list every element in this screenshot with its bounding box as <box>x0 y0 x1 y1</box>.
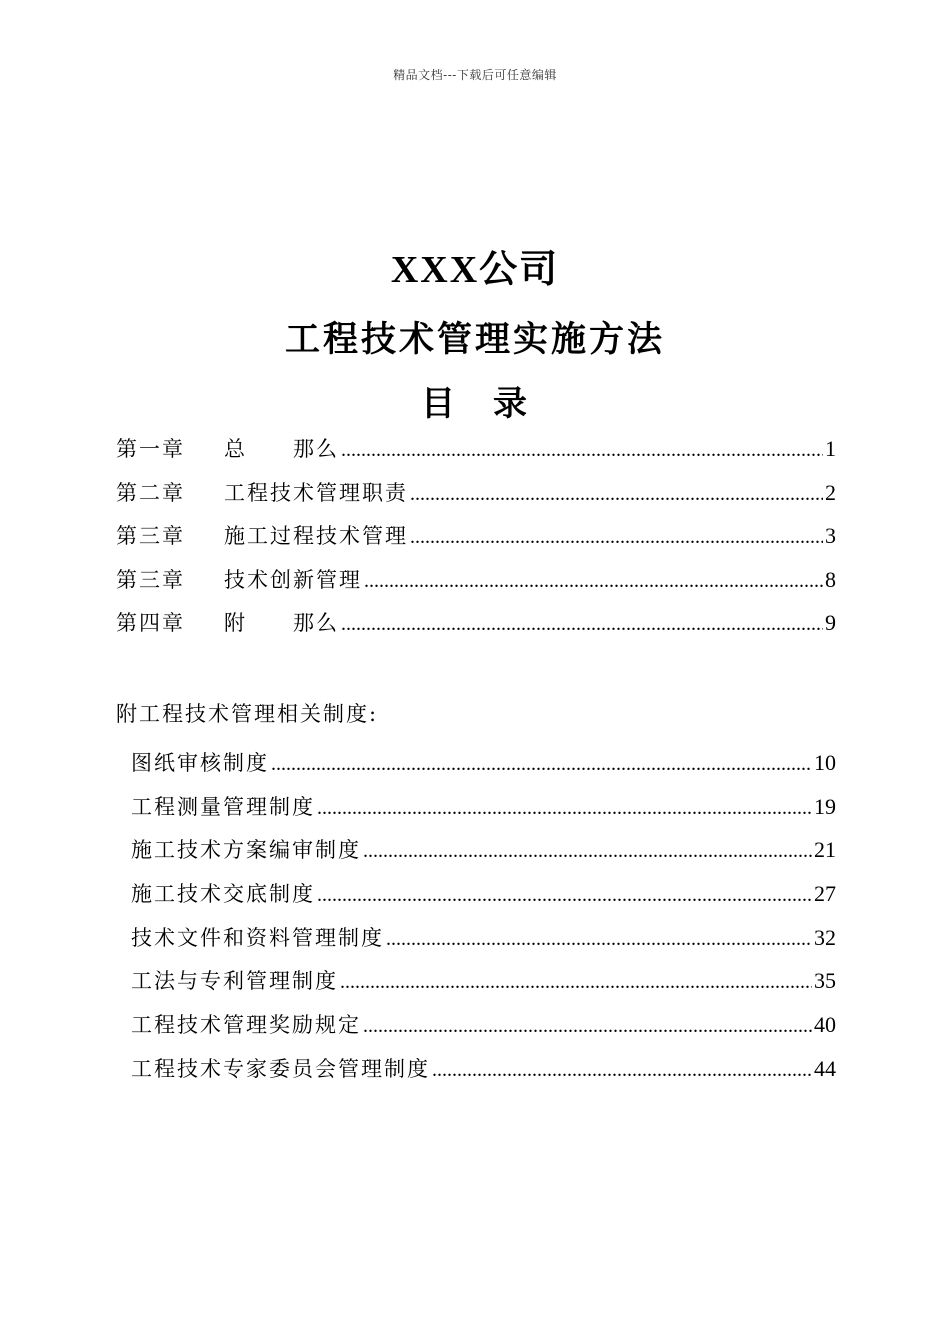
toc-appendix-title: 工法与专利管理制度 <box>131 969 338 994</box>
toc-entry-chapter-4[interactable] <box>116 607 836 651</box>
chapter-toc <box>116 433 836 651</box>
dot-leader <box>386 928 812 951</box>
toc-entry-appendix[interactable] <box>131 747 836 791</box>
toc-heading <box>0 376 950 425</box>
toc-entry-chapter-3[interactable] <box>116 520 836 564</box>
toc-page-number: 35 <box>814 968 836 994</box>
company-title: XXX公司 <box>390 249 560 291</box>
toc-appendix-title: 工程技术专家委员会管理制度 <box>131 1056 430 1081</box>
toc-page-number: 44 <box>814 1055 836 1081</box>
dot-leader <box>271 753 812 776</box>
toc-entry-appendix[interactable] <box>131 834 836 878</box>
dot-leader <box>341 439 823 462</box>
toc-heading-char: 录 <box>493 384 529 424</box>
dot-leader <box>432 1059 812 1082</box>
toc-page-number: 21 <box>814 837 836 863</box>
toc-page-number: 27 <box>814 881 836 907</box>
toc-chapter-title: 工程技术管理职责 <box>224 480 408 505</box>
toc-chapter-title: 总 那么 <box>224 437 339 461</box>
document-title: 工程技术管理实施方法 <box>284 319 665 360</box>
toc-page-number: 10 <box>814 750 836 775</box>
toc-chapter-number: 第四章 <box>116 611 185 636</box>
header-note: 精品文档---下载后可任意编辑 <box>393 68 557 82</box>
dot-leader <box>340 971 812 994</box>
dot-leader <box>317 797 812 820</box>
toc-entry-appendix[interactable] <box>131 965 836 1009</box>
toc-appendix-title: 技术文件和资料管理制度 <box>131 925 384 950</box>
toc-chapter-number: 第三章 <box>116 567 185 592</box>
dot-leader <box>364 570 823 593</box>
appendix-heading: 附工程技术管理相关制度: <box>116 702 379 726</box>
dot-leader <box>410 526 823 549</box>
toc-page-number: 3 <box>825 523 836 549</box>
toc-appendix-title: 工程技术管理奖励规定 <box>131 1013 361 1038</box>
toc-appendix-title: 工程测量管理制度 <box>131 794 315 819</box>
toc-entry-chapter-3b[interactable] <box>116 564 836 608</box>
toc-appendix-title: 图纸审核制度 <box>131 751 269 775</box>
toc-entry-appendix[interactable] <box>131 878 836 922</box>
toc-page-number: 2 <box>825 479 836 505</box>
toc-chapter-number: 第三章 <box>116 524 185 549</box>
toc-page-number: 19 <box>814 793 836 819</box>
dot-leader <box>363 1015 812 1038</box>
toc-entry-chapter-1[interactable] <box>116 433 836 477</box>
toc-appendix-title: 施工技术方案编审制度 <box>131 838 361 863</box>
toc-chapter-number: 第二章 <box>116 480 185 505</box>
toc-entry-appendix[interactable] <box>131 1053 836 1097</box>
toc-chapter-title: 技术创新管理 <box>224 567 362 592</box>
toc-entry-appendix[interactable] <box>131 922 836 966</box>
toc-entry-appendix[interactable] <box>131 1009 836 1053</box>
toc-chapter-number: 第一章 <box>116 437 185 461</box>
toc-page-number: 32 <box>814 924 836 950</box>
toc-appendix-title: 施工技术交底制度 <box>131 882 315 907</box>
dot-leader <box>341 613 823 636</box>
toc-page-number: 8 <box>825 566 836 592</box>
toc-page-number: 9 <box>825 610 836 636</box>
toc-chapter-title: 施工过程技术管理 <box>224 524 408 549</box>
dot-leader <box>317 884 812 907</box>
toc-entry-chapter-2[interactable] <box>116 477 836 521</box>
appendix-toc <box>131 747 836 1097</box>
toc-page-number: 1 <box>825 436 836 461</box>
toc-heading-char: 目 <box>421 384 457 424</box>
dot-leader <box>410 483 823 506</box>
toc-page-number: 40 <box>814 1012 836 1038</box>
toc-entry-appendix[interactable] <box>131 791 836 835</box>
toc-chapter-title: 附 那么 <box>224 611 339 636</box>
dot-leader <box>363 840 812 863</box>
